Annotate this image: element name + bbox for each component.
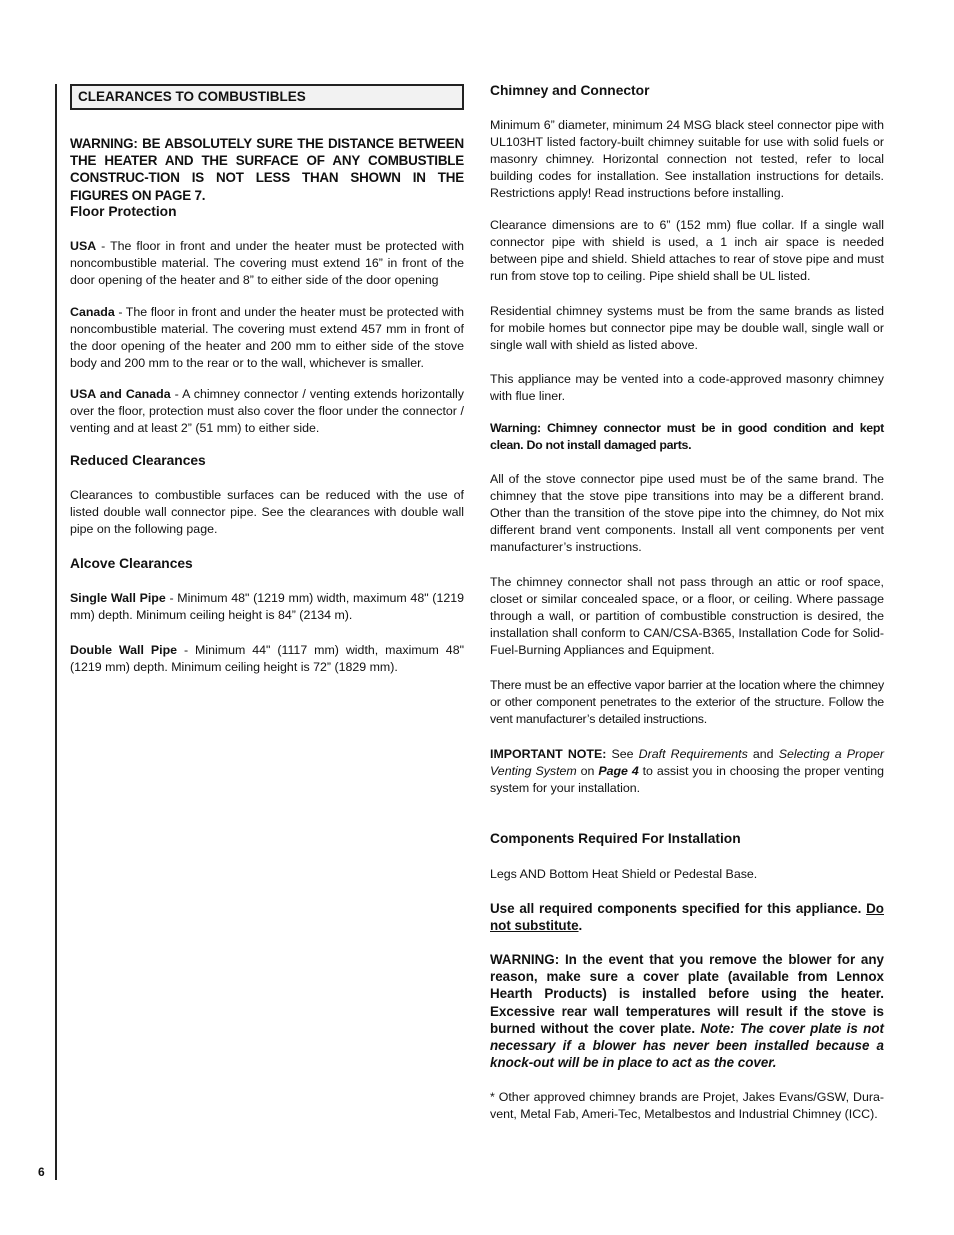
footnote: * Other approved chimney brands are Projet, Jakes Evans/GSW, Dura-vent, Metal Fab, Ameri-Tec, Metalbestos and Industrial Chimney (ICC).: [490, 1090, 884, 1121]
note-page-ref: Page 4: [598, 764, 639, 778]
single-wall-text: - Minimum 48" (1219 mm) width, maximum 48" (1219 mm) depth. Minimum ceiling height is 84” (2134 m).: [70, 591, 465, 622]
note-text-d: to assist you in choosing the proper venting system for your installation.: [490, 764, 885, 795]
floor-protection-heading: Floor Protection: [70, 204, 177, 219]
usa-label: USA: [70, 239, 97, 253]
double-wall-label: Double Wall Pipe: [70, 643, 178, 657]
blower-warning: [490, 951, 884, 1071]
usa-paragraph: [70, 238, 464, 289]
important-note-label: IMPORTANT NOTE:: [490, 747, 607, 761]
chimney-paragraph-6: All of the stove connector pipe used must be of the same brand. The chimney that the stove pipe transitions into may be a different brand. Other than the transition of the stove pipe into the chimney, do Not mix different brand vent components. Install all vent components per vent manufacturer’s instructions.: [490, 472, 884, 554]
usa-canada-label: USA and Canada: [70, 387, 171, 401]
chimney-paragraph-1: Minimum 6” diameter, minimum 24 MSG black steel connector pipe with UL103HT listed factory-built chimney suitable for use with solid fuels or masonry chimney. Horizontal connection not tested, refer to local building codes for installation. See installation instructions for details. Restrictions apply! Read instructions before installing.: [490, 118, 884, 200]
note-selecting-venting: Selecting a Proper Venting System: [490, 747, 884, 778]
do-not-substitute: Do not substitute: [490, 901, 884, 934]
canada-paragraph: [70, 304, 464, 372]
usa-text: - The floor in front and under the heater must be protected with noncombustible material. The covering must extend 16” in front of the door opening of the heater and 8” to either side of the door opening: [70, 239, 464, 287]
use-all-components: [490, 900, 884, 934]
reduced-clearances-text: Clearances to combustible surfaces can be reduced with the use of listed double wall connector pipe. See the clearances with double wall pipe on the following page.: [70, 488, 464, 536]
use-all-period: .: [578, 918, 583, 934]
double-wall-text: - Minimum 44" (1117 mm) width, maximum 48" (1219 mm) depth. Minimum ceiling height is 72” (1829 mm).: [70, 643, 464, 674]
usa-canada-paragraph: [70, 386, 464, 437]
alcove-clearances-heading: Alcove Clearances: [70, 556, 193, 571]
blower-warning-note: Note: The cover plate is not necessary if a blower has never been installed because a knock-out will be in place to act as the cover.: [490, 1020, 884, 1071]
single-wall-label: Single Wall Pipe: [70, 591, 166, 605]
note-text-b: and: [747, 747, 779, 761]
chimney-paragraph-2: Clearance dimensions are to 6” (152 mm) flue collar. If a single wall connector pipe with shield is used, a 1 inch air space is needed between pipe and shield. Shield attaches to rear of stove pipe and must run from stove top to ceiling. Pipe shield shall be UL listed.: [490, 218, 884, 283]
single-wall-paragraph: [70, 590, 464, 624]
components-heading: Components Required For Installation: [490, 831, 741, 846]
note-text-c: on: [576, 764, 599, 778]
section-title-box: CLEARANCES TO COMBUSTIBLES: [70, 84, 464, 110]
double-wall-paragraph: [70, 642, 464, 676]
chimney-paragraph-4: This appliance may be vented into a code-approved masonry chimney with flue liner.: [490, 372, 884, 403]
canada-text: - The floor in front and under the heater must be protected with noncombustible material. The covering must extend 457 mm in front of the door opening of the heater and 200 mm to either side of the stove body and 200 mm to the rear or to the wall, whichever is smaller.: [70, 305, 464, 370]
usa-canada-text: - A chimney connector / venting extends horizontally over the floor, protection must also cover the floor under the connector / venting and at least 2” (51 mm) to either side.: [70, 387, 465, 435]
chimney-paragraph-3: Residential chimney systems must be from the same brands as listed for mobile homes but connector pipe may be double wall, single wall or single wall with shield as listed above.: [490, 304, 884, 352]
blower-warning-text: WARNING: In the event that you remove the blower for any reason, make sure a cover plate (available from Lennox Hearth Products) is installed before using the heater. Excessive rear wall temperatures will result if the stove is burned without the cover plate.: [490, 952, 884, 1036]
canada-label: Canada: [70, 305, 115, 319]
note-draft-requirements: Draft Requirements: [638, 747, 748, 761]
note-text-a: See: [606, 747, 639, 761]
margin-rule: [55, 84, 57, 1180]
chimney-connector-heading: Chimney and Connector: [490, 83, 650, 98]
page-number: 6: [38, 1165, 45, 1179]
chimney-paragraph-7: The chimney connector shall not pass through an attic or roof space, closet or similar concealed space, or a floor, or ceiling. Where passage through a wall, or partition of combustible construction is desired, the installation shall conform to CAN/CSA-B365, Installation Code for Solid-Fuel-Burning Appliances and Equipment.: [490, 575, 884, 657]
important-note: [490, 746, 884, 797]
chimney-warning: Warning: Chimney connector must be in good condition and kept clean. Do not install damaged parts.: [490, 421, 884, 452]
clearance-warning: WARNING: BE ABSOLUTELY SURE THE DISTANCE BETWEEN THE HEATER AND THE SURFACE OF ANY COMBUSTIBLE CONSTRUC-TION IS NOT LESS THAN SHOWN IN THE FIGURES ON PAGE 7.: [70, 136, 464, 203]
chimney-paragraph-8: There must be an effective vapor barrier at the location where the chimney or other component penetrates to the exterior of the structure. Follow the vent manufacturer’s detailed instructions.: [490, 678, 884, 726]
components-legs: Legs AND Bottom Heat Shield or Pedestal Base.: [490, 867, 758, 881]
use-all-text: Use all required components specified for this appliance.: [490, 901, 867, 916]
reduced-clearances-heading: Reduced Clearances: [70, 453, 206, 468]
